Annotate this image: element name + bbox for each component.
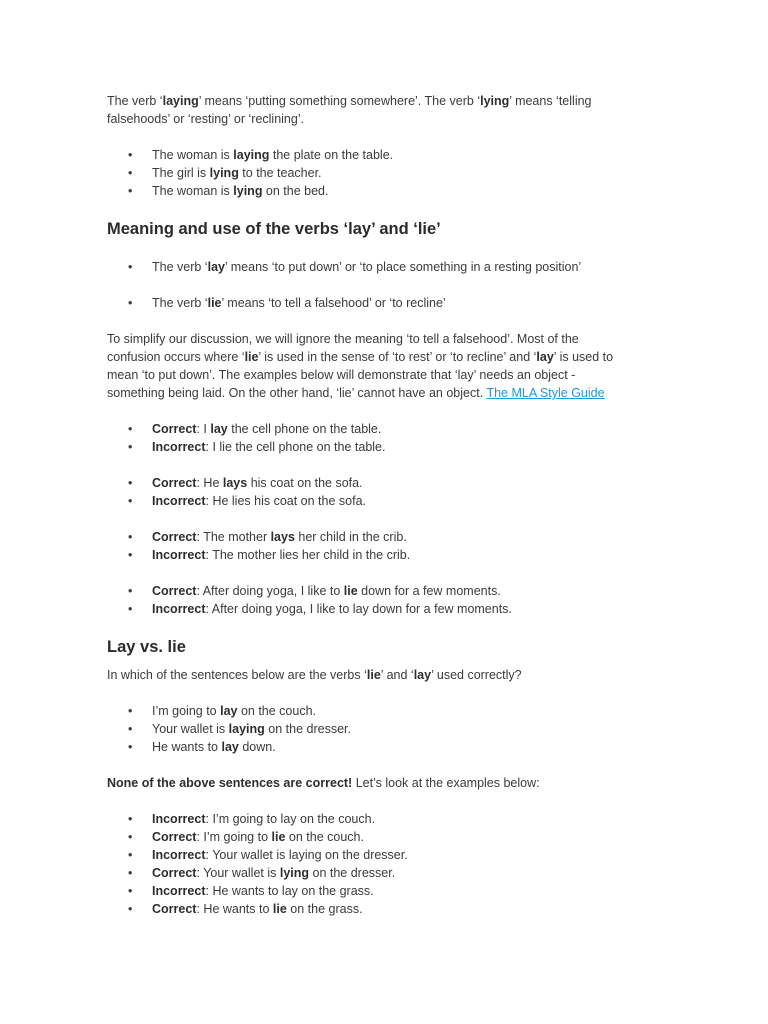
bullet-icon: • xyxy=(128,704,133,718)
list-item xyxy=(107,864,667,882)
emphasized-text: Incorrect xyxy=(152,812,206,826)
text-segment: on the dresser. xyxy=(309,866,396,880)
quiz-sentence-list xyxy=(107,702,667,756)
para2-line-3: mean ‘to put down’. The examples below will demonstrate that ‘lay’ needs an object - xyxy=(107,368,576,382)
emphasized-text: Incorrect xyxy=(152,602,206,616)
text-segment: on the dresser. xyxy=(264,722,351,736)
bullet-icon: • xyxy=(128,830,133,844)
question-paragraph xyxy=(107,666,667,684)
bullet-icon: • xyxy=(128,866,133,880)
emphasized-text: lie xyxy=(272,902,287,916)
bullet-icon: • xyxy=(128,884,133,898)
bullet-icon: • xyxy=(128,422,133,436)
text-segment: confusion occurs where ‘ xyxy=(107,350,245,364)
para2-line-1: To simplify our discussion, we will ignore the meaning ‘to tell a falsehood’. Most of the xyxy=(107,332,579,346)
emphasized-text: Incorrect xyxy=(152,440,206,454)
emphasized-text: Incorrect xyxy=(152,494,206,508)
bullet-icon: • xyxy=(128,296,133,310)
text-segment: her child in the crib. xyxy=(294,530,407,544)
text-segment: ’ means ‘to tell a falsehood’ or ‘to recline’ xyxy=(221,296,446,310)
emphasized-text: lie xyxy=(207,296,222,310)
text-segment: : The mother xyxy=(196,530,271,544)
emphasized-text: lays xyxy=(222,476,248,490)
text-segment: The verb ‘ xyxy=(152,260,208,274)
section-heading-meaning: Meaning and use of the verbs ‘lay’ and ‘lie’ xyxy=(107,220,441,238)
list-item-text xyxy=(152,530,407,544)
definition-list xyxy=(107,258,667,312)
bullet-icon: • xyxy=(128,548,133,562)
list-item xyxy=(107,702,667,720)
list-item-text xyxy=(152,494,366,508)
list-item xyxy=(107,720,667,738)
text-segment: on the bed. xyxy=(262,184,329,198)
list-item-text xyxy=(152,812,375,826)
example-list-1 xyxy=(107,146,667,200)
list-item xyxy=(107,182,667,200)
list-item xyxy=(107,738,667,756)
emphasized-text: lying xyxy=(480,94,510,108)
text-segment: I’m going to xyxy=(152,704,221,718)
text-segment: the cell phone on the table. xyxy=(227,422,382,436)
text-segment: : Your wallet is laying on the dresser. xyxy=(205,848,408,862)
emphasized-text: lay xyxy=(210,422,228,436)
text-segment: : He wants to lay on the grass. xyxy=(205,884,374,898)
text-segment: Let’s look at the examples below: xyxy=(352,776,540,790)
example-group xyxy=(107,528,667,564)
text-segment: : After doing yoga, I like to lay down for a few moments. xyxy=(205,602,512,616)
section-heading-lay-vs-lie: Lay vs. lie xyxy=(107,638,186,656)
bullet-icon: • xyxy=(128,440,133,454)
list-item-text xyxy=(152,848,408,862)
emphasized-text: Correct xyxy=(152,830,197,844)
bullet-icon: • xyxy=(128,584,133,598)
emphasized-text: Correct xyxy=(152,530,197,544)
list-item xyxy=(107,474,667,492)
text-segment: on the grass. xyxy=(286,902,363,916)
list-item-text xyxy=(152,184,328,198)
list-item-text xyxy=(152,902,363,916)
intro-line-1 xyxy=(107,94,592,108)
list-item-text xyxy=(152,440,386,454)
emphasized-text: Correct xyxy=(152,476,197,490)
text-segment: on the couch. xyxy=(237,704,317,718)
emphasized-text: lying xyxy=(233,184,263,198)
bullet-icon: • xyxy=(128,184,133,198)
bullet-icon: • xyxy=(128,476,133,490)
text-segment: down. xyxy=(238,740,276,754)
text-segment: The verb ‘ xyxy=(152,296,208,310)
emphasized-text: lay xyxy=(207,260,225,274)
list-item-text xyxy=(152,884,374,898)
definition-lay xyxy=(152,260,581,274)
emphasized-text: Correct xyxy=(152,584,197,598)
list-item-text xyxy=(152,166,322,180)
list-item-text xyxy=(152,704,316,718)
para2-line-4: something being laid. On the other hand, ‘lie’ cannot have an object. xyxy=(107,386,487,400)
list-item xyxy=(107,294,667,312)
text-segment: In which of the sentences below are the verbs ‘ xyxy=(107,668,367,682)
emphasized-text: Correct xyxy=(152,902,197,916)
emphasized-text: laying xyxy=(233,148,270,162)
text-segment: The verb ‘ xyxy=(107,94,163,108)
text-segment: : He wants to xyxy=(196,902,273,916)
list-item-text xyxy=(152,584,501,598)
bullet-icon: • xyxy=(128,740,133,754)
list-item-text xyxy=(152,148,393,162)
bullet-icon: • xyxy=(128,902,133,916)
emphasized-text: Correct xyxy=(152,866,197,880)
list-item xyxy=(107,882,667,900)
list-item xyxy=(107,582,667,600)
corrected-example-list xyxy=(107,810,667,918)
emphasized-text: laying xyxy=(162,94,199,108)
bullet-icon: • xyxy=(128,722,133,736)
emphasized-text: lay xyxy=(413,668,432,682)
list-item xyxy=(107,828,667,846)
emphasized-text: lie xyxy=(244,350,259,364)
text-segment: : I xyxy=(196,422,211,436)
emphasized-text: lay xyxy=(221,740,239,754)
text-segment: : He lies his coat on the sofa. xyxy=(205,494,367,508)
emphasized-text: lie xyxy=(343,584,358,598)
list-item xyxy=(107,528,667,546)
text-segment: ’ means ‘to put down’ or ‘to place something in a resting position’ xyxy=(224,260,582,274)
definition-lie xyxy=(152,296,446,310)
list-item xyxy=(107,846,667,864)
text-segment: down for a few moments. xyxy=(357,584,501,598)
text-segment: : The mother lies her child in the crib. xyxy=(205,548,411,562)
para2-line-2 xyxy=(107,350,613,364)
bullet-icon: • xyxy=(128,602,133,616)
text-segment: to the teacher. xyxy=(238,166,322,180)
text-segment: ’ is used in the sense of ‘to rest’ or ‘to recline’ and ‘ xyxy=(258,350,537,364)
example-group xyxy=(107,582,667,618)
discussion-paragraph xyxy=(107,330,667,402)
text-segment: his coat on the sofa. xyxy=(247,476,363,490)
emphasized-text: None of the above sentences are correct! xyxy=(107,776,353,790)
list-item xyxy=(107,600,667,618)
emphasized-text: Incorrect xyxy=(152,548,206,562)
bullet-icon: • xyxy=(128,530,133,544)
text-segment: Your wallet is xyxy=(152,722,229,736)
list-item-text xyxy=(152,722,351,736)
answer-paragraph xyxy=(107,774,667,792)
intro-line-2: falsehoods’ or ‘resting’ or ‘reclining’. xyxy=(107,112,305,126)
text-segment: the plate on the table. xyxy=(269,148,394,162)
list-item-text xyxy=(152,602,512,616)
text-segment: : After doing yoga, I like to xyxy=(196,584,344,598)
text-segment: ’ used correctly? xyxy=(431,668,522,682)
example-group xyxy=(107,420,667,456)
list-item xyxy=(107,420,667,438)
bullet-icon: • xyxy=(128,848,133,862)
mla-style-guide-link[interactable]: The MLA Style Guide xyxy=(486,386,605,400)
bullet-icon: • xyxy=(128,260,133,274)
text-segment: : Your wallet is xyxy=(196,866,280,880)
bullet-icon: • xyxy=(128,494,133,508)
emphasized-text: lay xyxy=(220,704,238,718)
text-segment: ’ is used to xyxy=(553,350,614,364)
text-segment: : I’m going to lay on the couch. xyxy=(205,812,376,826)
bullet-icon: • xyxy=(128,166,133,180)
text-segment: ’ means ‘telling xyxy=(509,94,592,108)
list-item xyxy=(107,258,667,276)
text-segment: He wants to xyxy=(152,740,222,754)
list-item xyxy=(107,900,667,918)
text-segment: The woman is xyxy=(152,184,234,198)
list-item-text xyxy=(152,422,381,436)
example-group xyxy=(107,474,667,510)
list-item xyxy=(107,546,667,564)
text-segment: : I’m going to xyxy=(196,830,272,844)
emphasized-text: lying xyxy=(209,166,239,180)
article-body xyxy=(107,92,667,918)
list-item xyxy=(107,438,667,456)
text-segment: The girl is xyxy=(152,166,210,180)
emphasized-text: Incorrect xyxy=(152,884,206,898)
correct-incorrect-examples xyxy=(107,420,667,618)
emphasized-text: lying xyxy=(279,866,310,880)
text-segment: : I lie the cell phone on the table. xyxy=(205,440,386,454)
emphasized-text: lie xyxy=(271,830,286,844)
emphasized-text: Correct xyxy=(152,422,197,436)
list-item-text xyxy=(152,830,364,844)
emphasized-text: lay xyxy=(536,350,554,364)
emphasized-text: lie xyxy=(366,668,381,682)
list-item xyxy=(107,492,667,510)
list-item xyxy=(107,810,667,828)
intro-paragraph xyxy=(107,92,667,128)
list-item-text xyxy=(152,740,276,754)
list-item xyxy=(107,164,667,182)
emphasized-text: Incorrect xyxy=(152,848,206,862)
list-item xyxy=(107,146,667,164)
list-item-text xyxy=(152,476,363,490)
emphasized-text: laying xyxy=(228,722,265,736)
bullet-icon: • xyxy=(128,812,133,826)
text-segment: The woman is xyxy=(152,148,234,162)
text-segment: : He xyxy=(196,476,223,490)
text-segment: on the couch. xyxy=(285,830,364,844)
bullet-icon: • xyxy=(128,148,133,162)
emphasized-text: lays xyxy=(270,530,295,544)
list-item-text xyxy=(152,866,395,880)
text-segment: ’ and ‘ xyxy=(380,668,414,682)
text-segment: ’ means ‘putting something somewhere’. The verb ‘ xyxy=(198,94,481,108)
list-item-text xyxy=(152,548,410,562)
